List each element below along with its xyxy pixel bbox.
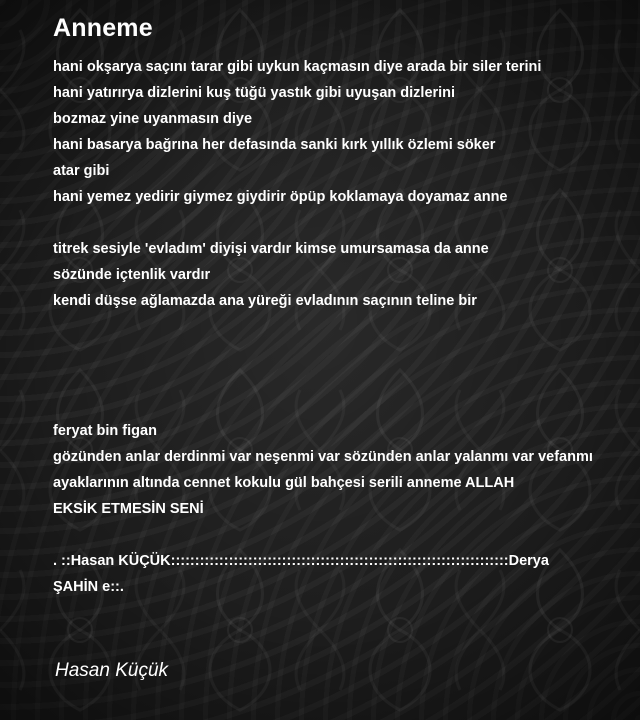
poem-line: . ::Hasan KÜÇÜK::::::::::::::::::::::::::::::::::::::::::::::::::::::::::::::::::::::Derya <box>53 553 549 569</box>
poem-line: titrek sesiyle 'evladım' diyişi vardır kimse umursamasa da anne <box>53 241 489 257</box>
poem-line: hani yatırırya dizlerini kuş tüğü yastık gibi uyuşan dizlerini <box>53 85 456 101</box>
poem-line: hani okşarya saçını tarar gibi uykun kaçmasın diye arada bir siler terini <box>53 59 542 75</box>
poem-line <box>53 210 640 236</box>
poem-container <box>53 12 640 600</box>
poem-line <box>53 340 640 366</box>
poem-line <box>53 314 640 340</box>
poem-line <box>53 522 640 548</box>
poem-line: atar gibi <box>53 163 110 179</box>
poem-line: hani basarya bağrına her defasında sanki kırk yıllık özlemi söker <box>53 137 496 153</box>
poem-line: ŞAHİN e::. <box>53 579 124 595</box>
poem-line <box>53 392 640 418</box>
poem-line <box>53 366 640 392</box>
poem-line: bozmaz yine uyanmasın diye <box>53 111 253 127</box>
poem-author: Hasan Küçük <box>55 660 169 681</box>
poem-line: feryat bin figan <box>53 423 157 439</box>
poem-line: hani yemez yedirir giymez giydirir öpüp koklamaya doyamaz anne <box>53 189 508 205</box>
poem-line: sözünde içtenlik vardır <box>53 267 211 283</box>
poem-line: ayaklarının altında cennet kokulu gül bahçesi serili anneme ALLAH <box>53 475 515 491</box>
poem-line: EKSİK ETMESİN SENİ <box>53 501 204 517</box>
poem-title: Anneme <box>53 14 153 42</box>
poem-line: kendi düşse ağlamazda ana yüreği evladının saçının teline bir <box>53 293 477 309</box>
poem-line: gözünden anlar derdinmi var neşenmi var sözünden anlar yalanmı var vefanmı <box>53 449 593 465</box>
poem-body <box>53 54 640 600</box>
